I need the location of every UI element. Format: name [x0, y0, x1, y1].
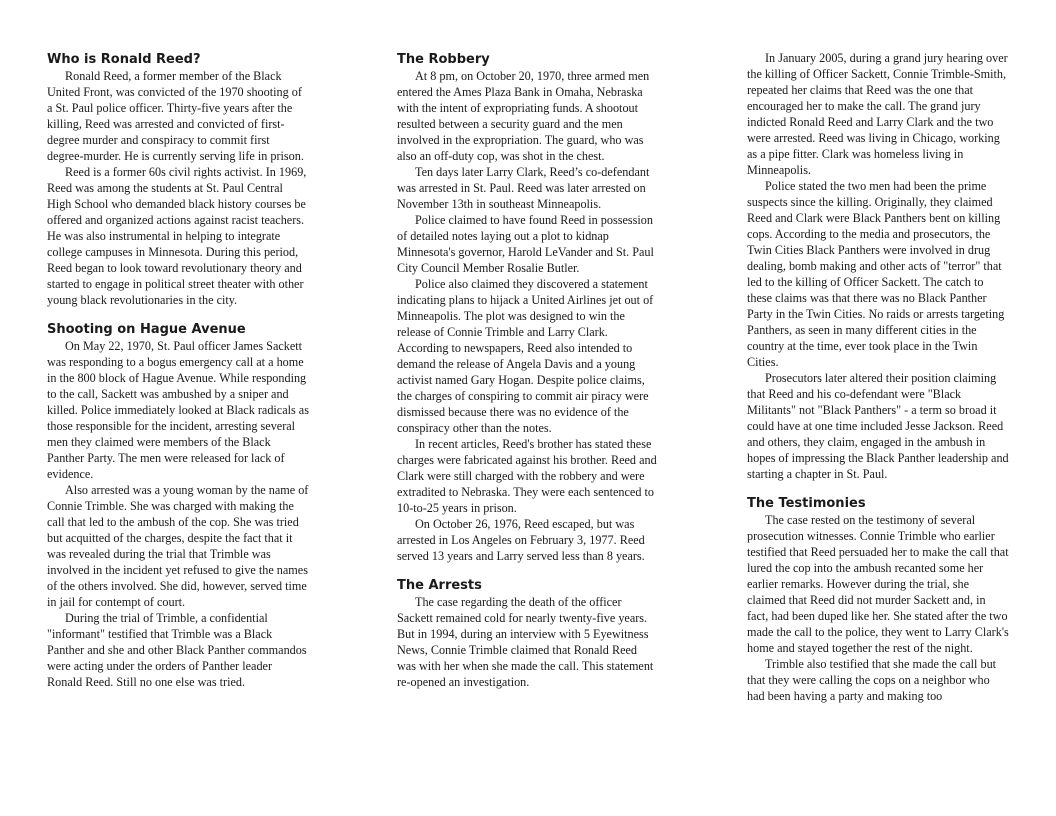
- paragraph: At 8 pm, on October 20, 1970, three armed men entered the Ames Plaza Bank in Omaha, Nebraska with the intent of expropriating funds. A shootout resulted between a security guard and the men involved in the expropriation. The guard, who was also an off-duty cop, was shot in the chest.: [397, 69, 650, 163]
- section-shooting-on-hague-avenue: [47, 322, 309, 690]
- paragraph: Prosecutors later altered their position claiming that Reed and his co-defendant were "Black Militants" not "Black Panthers" - a term so broad it could have at one time included Jesse Jackson. Reed and others, they claim, engaged in the ambush in hopes of impressing the Black Panther leadership and starting a chapter in St. Paul.: [747, 371, 1009, 481]
- paragraph: The case regarding the death of the officer Sackett remained cold for nearly twenty-five years. But in 1994, during an interview with 5 Eyewitness News, Connie Trimble claimed that Ronald Reed was with her when she made the call. This statement re-opened an investigation.: [397, 595, 654, 689]
- column-2: [397, 52, 657, 690]
- paragraph: Police stated the two men had been the prime suspects since the killing. Originally, they claimed Reed and Clark were Black Panthers bent on killing cops. According to the media and prosecutors, the Twin Cities Black Panthers were involved in drug dealing, bomb making and other acts of "terror" that led to the killing of Officer Sackett. The catch to these claims was that there was no Black Panther Party in the Twin Cities. No raids or arrests targeting Panthers, as seen in many different cities in the country at the time, ever took place in the Twin Cities.: [747, 179, 1005, 369]
- section-heading: Who is Ronald Reed?: [47, 52, 201, 67]
- paragraph: On October 26, 1976, Reed escaped, but was arrested in Los Angeles on February 3, 1977. Reed served 13 years and Larry served less than 8 years.: [397, 517, 645, 563]
- paragraph: Police claimed to have found Reed in possession of detailed notes laying out a plot to kidnap Minnesota's governor, Harold LeVander and St. Paul City Council Member Rosalie Butler.: [397, 213, 654, 275]
- paragraph: Trimble also testified that she made the call but that they were calling the cops on a neighbor who had been having a party and making too: [747, 657, 997, 703]
- paragraph: Reed is a former 60s civil rights activist. In 1969, Reed was among the students at St. Paul Central High School who demanded black history courses be offered and organized actions against racist teachers. He was also instrumental in helping to integrate college campuses in Minnesota. During this period, Reed began to look toward revolutionary theory and started to engage in political street theater with other young black revolutionaries in the city.: [47, 165, 307, 307]
- paragraph: Ten days later Larry Clark, Reed’s co-defendant was arrested in St. Paul. Reed was later arrested on November 13th in southeast Minneapolis.: [397, 165, 650, 211]
- section-heading: The Testimonies: [747, 496, 866, 511]
- section-heading: The Robbery: [397, 52, 490, 67]
- paragraph: In recent articles, Reed's brother has stated these charges were fabricated against his brother. Reed and Clark were still charged with the robbery and were extradited to Nebraska. They were each sentenced to 10-to-25 years in prison.: [397, 437, 657, 515]
- section-the-robbery: [397, 52, 657, 564]
- column-3: [747, 50, 1009, 704]
- paragraph: In January 2005, during a grand jury hearing over the killing of Officer Sackett, Connie Trimble-Smith, repeated her claims that Reed was the one that encouraged her to make the call. The grand jury indicted Ronald Reed and Larry Clark and the two were arrested. Reed was living in Chicago, working as a pipe fitter. Clark was homeless living in Minneapolis.: [747, 51, 1008, 177]
- section-who-is-ronald-reed: [47, 52, 309, 308]
- section-heading: The Arrests: [397, 578, 482, 593]
- paragraph: The case rested on the testimony of several prosecution witnesses. Connie Trimble who earlier testified that Reed persuaded her to make the call that lured the cop into the ambush recanted some her earlier remarks. However during the trial, she claimed that Reed did not murder Sackett and, in fact, had been duped like her. She stated after the two made the call to the police, they went to Larry Clark's home and stayed together the rest of the night.: [747, 513, 1009, 655]
- section-heading: Shooting on Hague Avenue: [47, 322, 246, 337]
- section-the-arrests: [397, 578, 657, 690]
- section-the-testimonies: [747, 496, 1009, 704]
- section-continued-arrests: [747, 50, 1009, 482]
- paragraph: During the trial of Trimble, a confidential "informant" testified that Trimble was a Black Panther and she and other Black Panther commandos were acting under the orders of Panther leader Ronald Reed. Still no one else was tried.: [47, 611, 307, 689]
- paragraph: Police also claimed they discovered a statement indicating plans to hijack a United Airlines jet out of Minneapolis. The plot was designed to win the release of Connie Trimble and Larry Clark. According to newspapers, Reed also intended to demand the release of Angela Davis and a young activist named Gary Hogan. Despite police claims, the charges of conspiring to commit air piracy were dismissed because there was no evidence of the conspiracy other than the notes.: [397, 277, 654, 435]
- paragraph: On May 22, 1970, St. Paul officer James Sackett was responding to a bogus emergency call at a home in the 800 block of Hague Avenue. While responding to the call, Sackett was ambushed by a sniper and killed. Police immediately looked at Black radicals as those responsible for the incident, arresting several men they claimed were members of the Black Panther Party. The men were released for lack of evidence.: [47, 339, 309, 481]
- column-1: [47, 52, 309, 690]
- paragraph: Also arrested was a young woman by the name of Connie Trimble. She was charged with making the call that led to the ambush of the cop. She was tried but acquitted of the charges, despite the fact that it was revealed during the trial that Trimble was involved in the incident yet refused to give the names of the others involved. She did, however, served time in jail for contempt of court.: [47, 483, 309, 609]
- paragraph: Ronald Reed, a former member of the Black United Front, was convicted of the 1970 shooting of a St. Paul police officer. Thirty-five years after the killing, Reed was arrested and convicted of first-degree murder and conspiracy to commit first degree-murder. He is currently serving life in prison.: [47, 69, 304, 163]
